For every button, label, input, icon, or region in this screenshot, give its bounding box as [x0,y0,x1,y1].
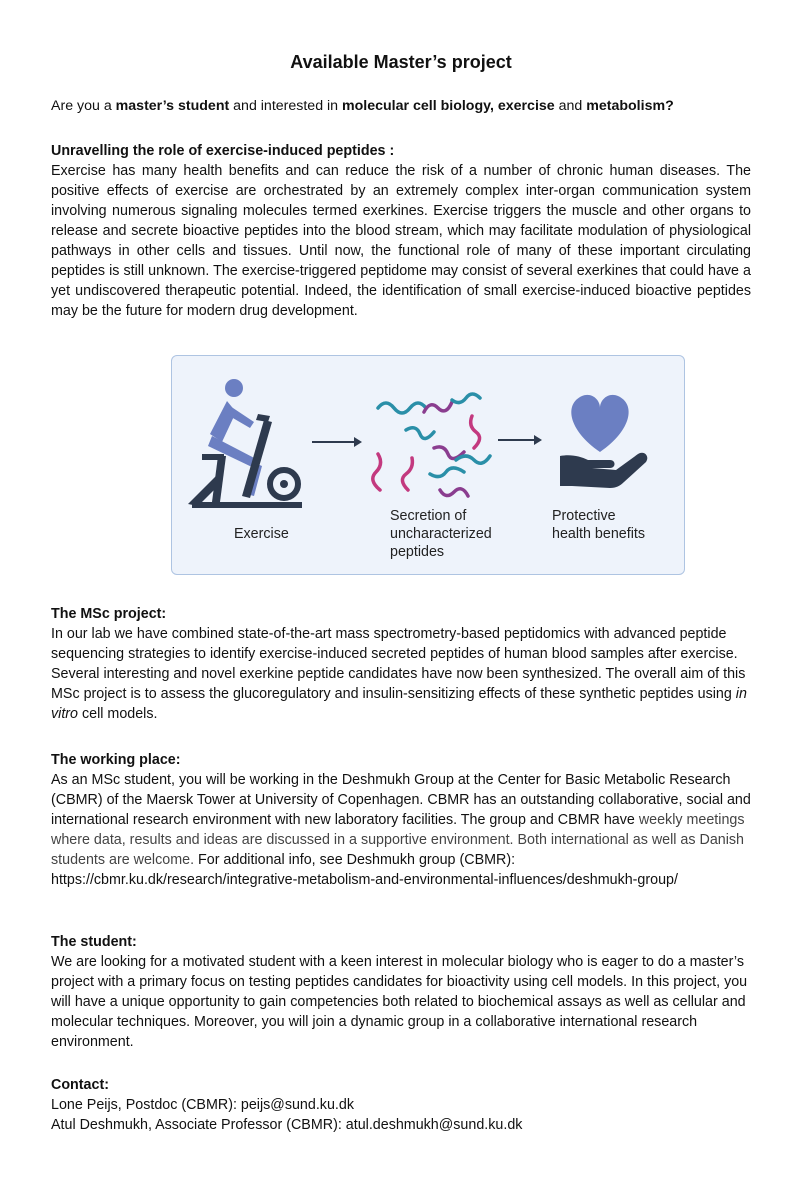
intro-bold-1: master’s student [115,98,230,114]
intro-text-3: and [554,98,587,114]
section-body: Exercise has many health benefits and can reduce the risk of a number of chronic human diseases. The positive effects of exercise are orchestrated by an extremely complex inter-organ communication system involving numerous signaling molecules termed exerkines. Exercise triggers the muscle and other organs to release and secrete bioactive peptides into the blood stream, which may facilitate modulation of physiological pathways in other cells and tissues. Until now, the functional role of many of these important circulating peptides is still unknown. The exercise-triggered peptidome may consist of several exerkines that could have a yet undiscovered therapeutic potential. Indeed, the identification of small exercise-induced bioactive peptides may be the future for modern drug development. [51,163,751,319]
section-msc-project [51,604,751,724]
exercise-bike-icon [188,379,302,508]
section-working-place [51,750,751,890]
label-protective [552,507,645,543]
section-body: cell models. [78,706,158,722]
section-body-gray: weekly meetings where data, results and ideas are discussed in a supportive environment. Both international as well as Danish students are welcome. [51,812,745,868]
section-heading: Contact: [51,1077,109,1093]
intro-line [51,98,751,114]
section-body: We are looking for a motivated student with a keen interest in molecular biology who is eager to do a master’s project with a primary focus on testing peptides candidates for bioactivity using cell models. In this project, you will have a unique opportunity to gain competencies both related to biochemical assays as well as cellular and molecular techniques. Moreover, you will join a dynamic group in a collaborative international research environment. [51,954,748,1050]
arrow-right-icon [498,435,542,445]
contact-line: Atul Deshmukh, Associate Professor (CBMR): atul.deshmukh@sund.ku.dk [51,1117,523,1133]
label-exercise: Exercise [234,526,289,542]
section-student [51,932,751,1052]
peptides-icon [373,394,490,496]
section-heading: The student: [51,934,137,950]
contact-line: Lone Peijs, Postdoc (CBMR): peijs@sund.ku.dk [51,1097,354,1113]
label-protective-line: health benefits [552,526,645,542]
intro-bold-3: metabolism? [586,98,674,114]
label-secretion-line: Secretion of [390,508,467,524]
intro-text-2: and interested in [229,98,343,114]
section-body: For additional info, see Deshmukh group (CBMR): https://cbmr.ku.dk/research/integrative-metabolism-and-environmental-influences/deshmukh-group/ [51,852,678,888]
label-secretion-line: uncharacterized [390,526,492,542]
label-secretion-line: peptides [390,544,445,560]
section-heading: The MSc project: [51,606,167,622]
heart-in-hand-icon [560,395,647,488]
section-heading: The working place: [51,752,181,768]
intro-text-1: Are you a [51,98,116,114]
section-exercise-peptides [51,141,751,321]
section-body: In our lab we have combined state-of-the-art mass spectrometry-based peptidomics with advanced peptide sequencing strategies to identify exercise-induced secreted peptides of human blood samples after exercise. Several interesting and novel exerkine peptide candidates have now been synthesized. The overall aim of this MSc project is to assess the glucoregulatory and insulin-sensitizing effects of these synthetic peptides using [51,626,746,702]
arrow-right-icon [312,437,362,447]
section-body-italic: in vitro [51,686,747,722]
section-contact [51,1075,751,1135]
intro-bold-2: molecular cell biology, exercise [342,98,555,114]
label-secretion [390,507,492,561]
label-protective-line: Protective [552,508,616,524]
exercise-figure [171,355,685,575]
section-heading: Unravelling the role of exercise-induced peptides : [51,143,395,159]
section-body: As an MSc student, you will be working in the Deshmukh Group at the Center for Basic Metabolic Research (CBMR) of the Maersk Tower at University of Copenhagen. CBMR has an outstanding collaborative, social and international research environment with new laboratory facilities. The group and CBMR have [51,772,751,828]
page-title: Available Master’s project [290,52,512,72]
